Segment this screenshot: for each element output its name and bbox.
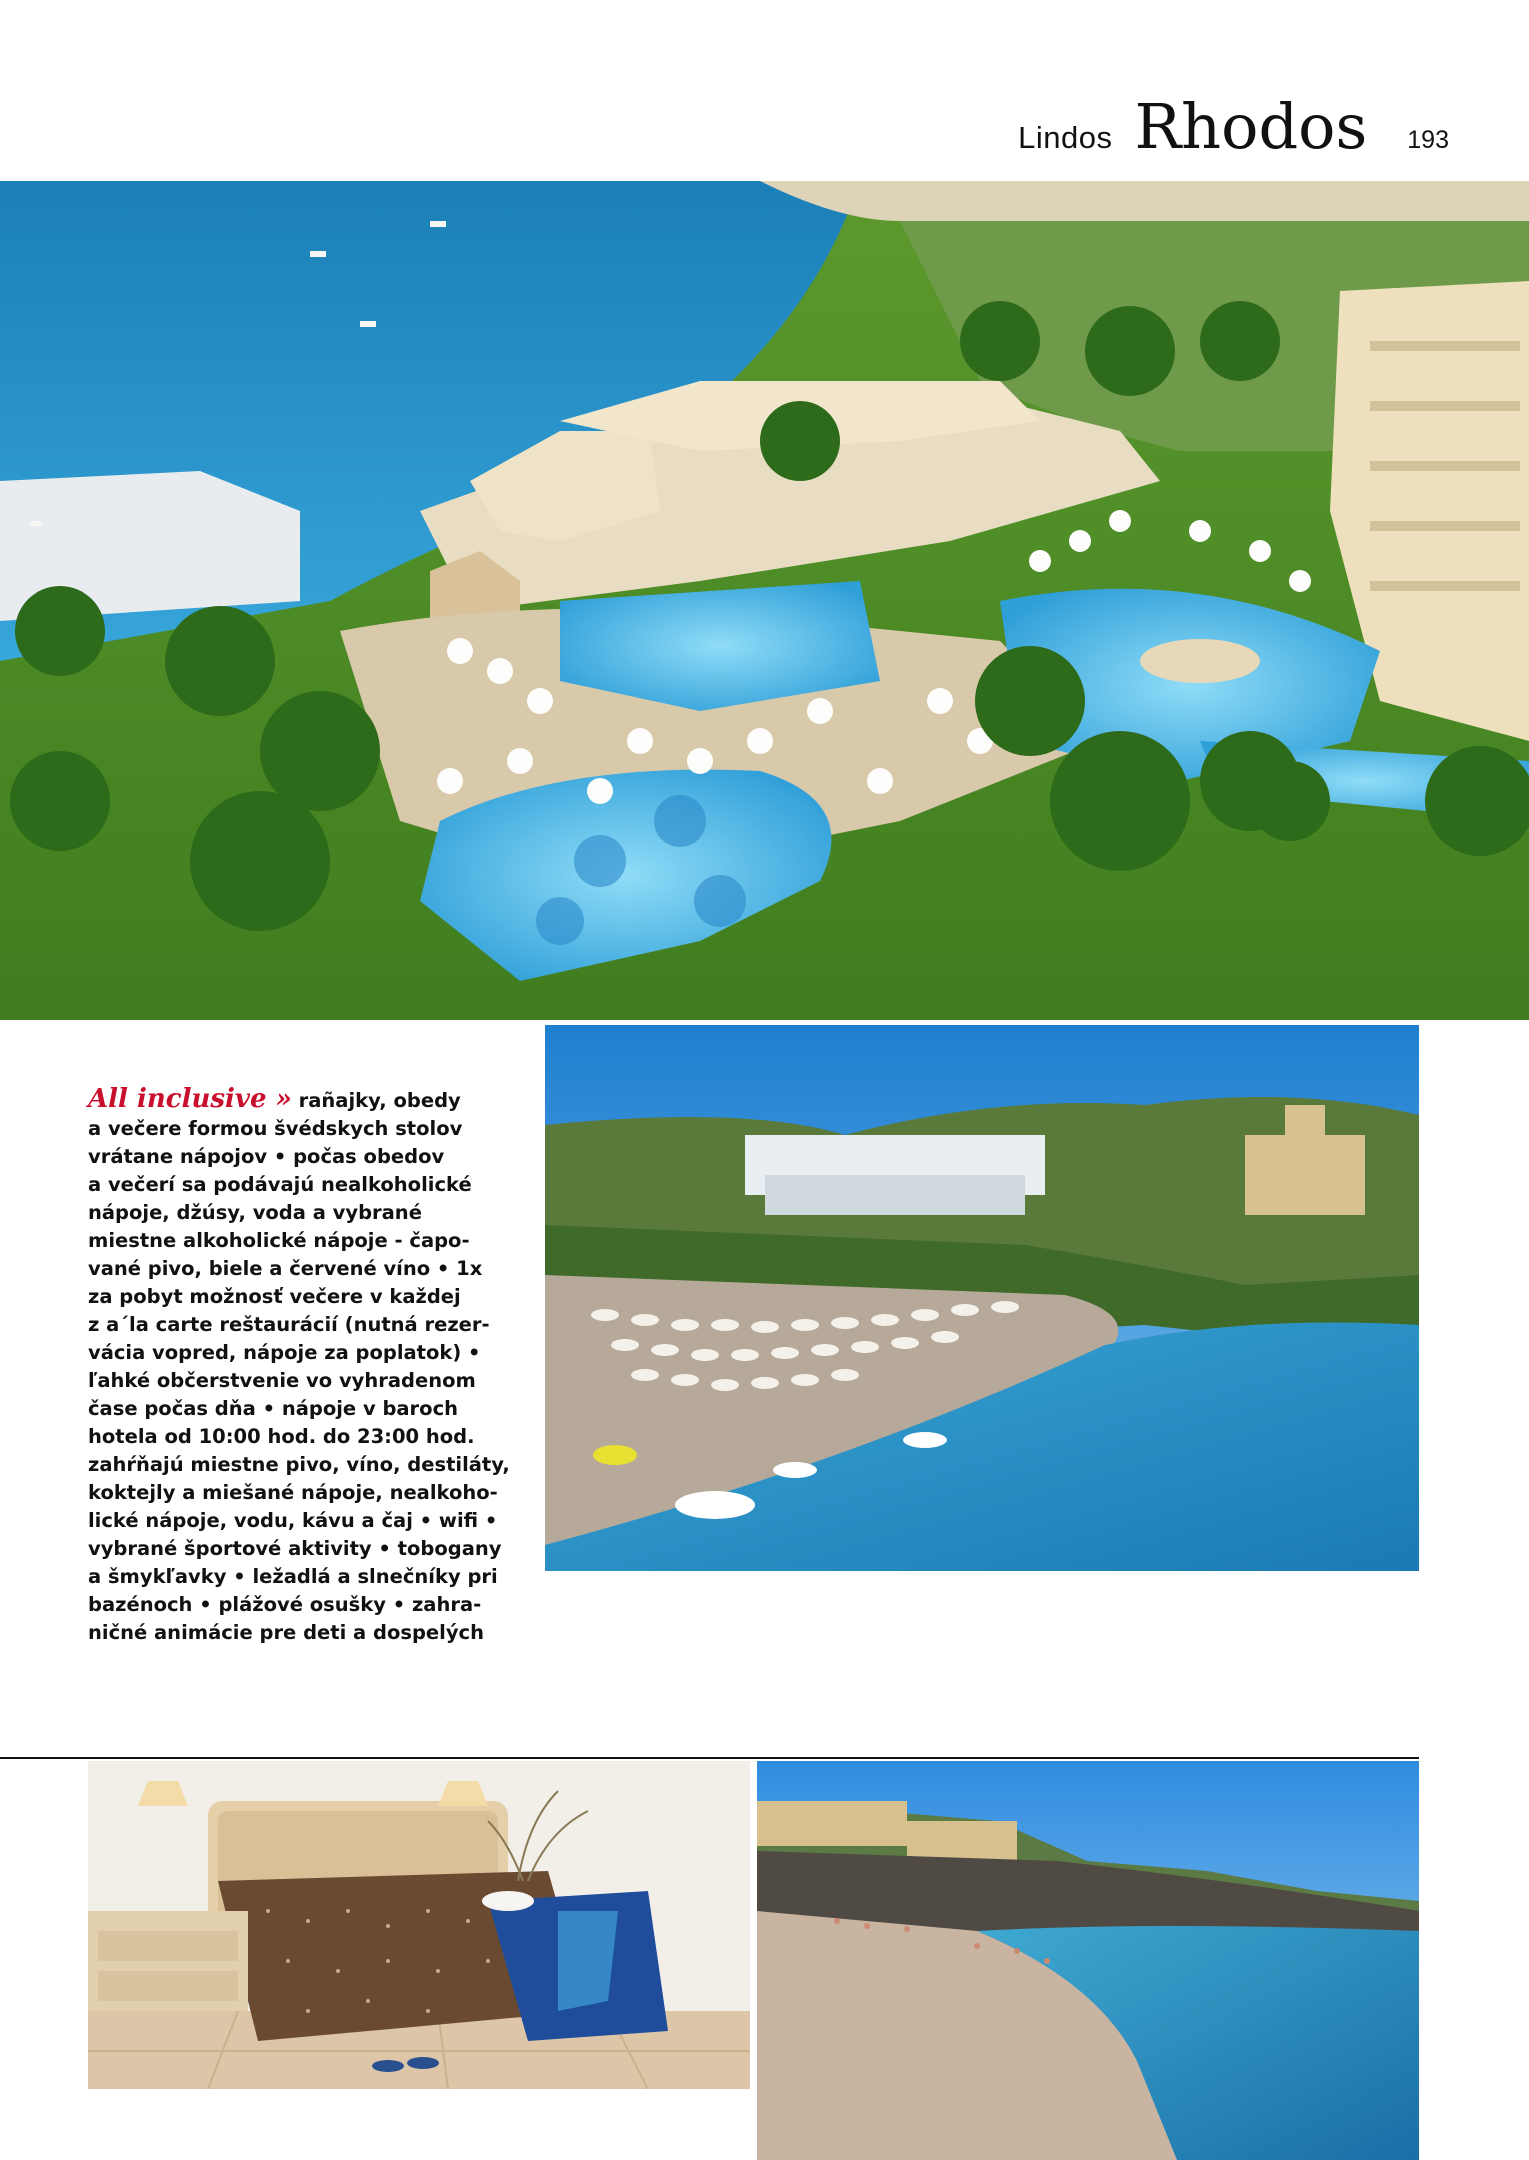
all-inclusive-lead: All inclusive » [88,1084,292,1114]
text-line: bazénoch • plážové osušky • zahra- [88,1593,482,1616]
text-line: zahŕňajú miestne pivo, víno, destiláty, [88,1453,510,1476]
beach-photo [545,1025,1419,1571]
coastline-photo [757,1761,1419,2160]
text-line: hotela od 10:00 hod. do 23:00 hod. [88,1425,475,1448]
page-number: 193 [1407,126,1449,154]
text-line: vybrané športové aktivity • tobogany [88,1537,502,1560]
text-line: koktejly a miešané nápoje, nealkoho- [88,1481,498,1504]
text-line: miestne alkoholické nápoje - čapo- [88,1229,470,1252]
island-title: Rhodos [1134,90,1368,163]
text-line: za pobyt možnosť večere v každej [88,1285,461,1308]
text-line-1: All inclusive » rañajky, obedy [88,1084,461,1114]
section-divider [0,1757,1419,1759]
region-name: Lindos [1018,120,1113,155]
text-line: čase počas dňa • nápoje v baroch [88,1397,459,1420]
text-line: lické nápoje, vodu, kávu a čaj • wifi • [88,1509,498,1532]
text-line: a večerí sa podávajú nealkoholické [88,1173,472,1196]
text-line: vané pivo, biele a červené víno • 1x [88,1257,483,1280]
text-line: vrátane nápojov • počas obedov [88,1145,445,1168]
text-line: vácia vopred, nápoje za poplatok) • [88,1341,481,1364]
text-line: z a´la carte reštaurácií (nutná rezer- [88,1313,490,1336]
page-header [1018,90,1449,163]
text-line: ľahké občerstvenie vo vyhradenom [88,1369,476,1392]
text-line: a večere formou švédskych stolov [88,1117,463,1140]
hotel-room-photo [88,1761,750,2089]
all-inclusive-description [88,1084,510,1647]
text-line: nápoje, džúsy, voda a vybrané [88,1201,422,1224]
text-line: a šmykľavky • ležadlá a slnečníky pri [88,1565,498,1588]
text-line: ničné animácie pre deti a dospelých [88,1621,484,1644]
hero-resort-photo [0,181,1529,1020]
